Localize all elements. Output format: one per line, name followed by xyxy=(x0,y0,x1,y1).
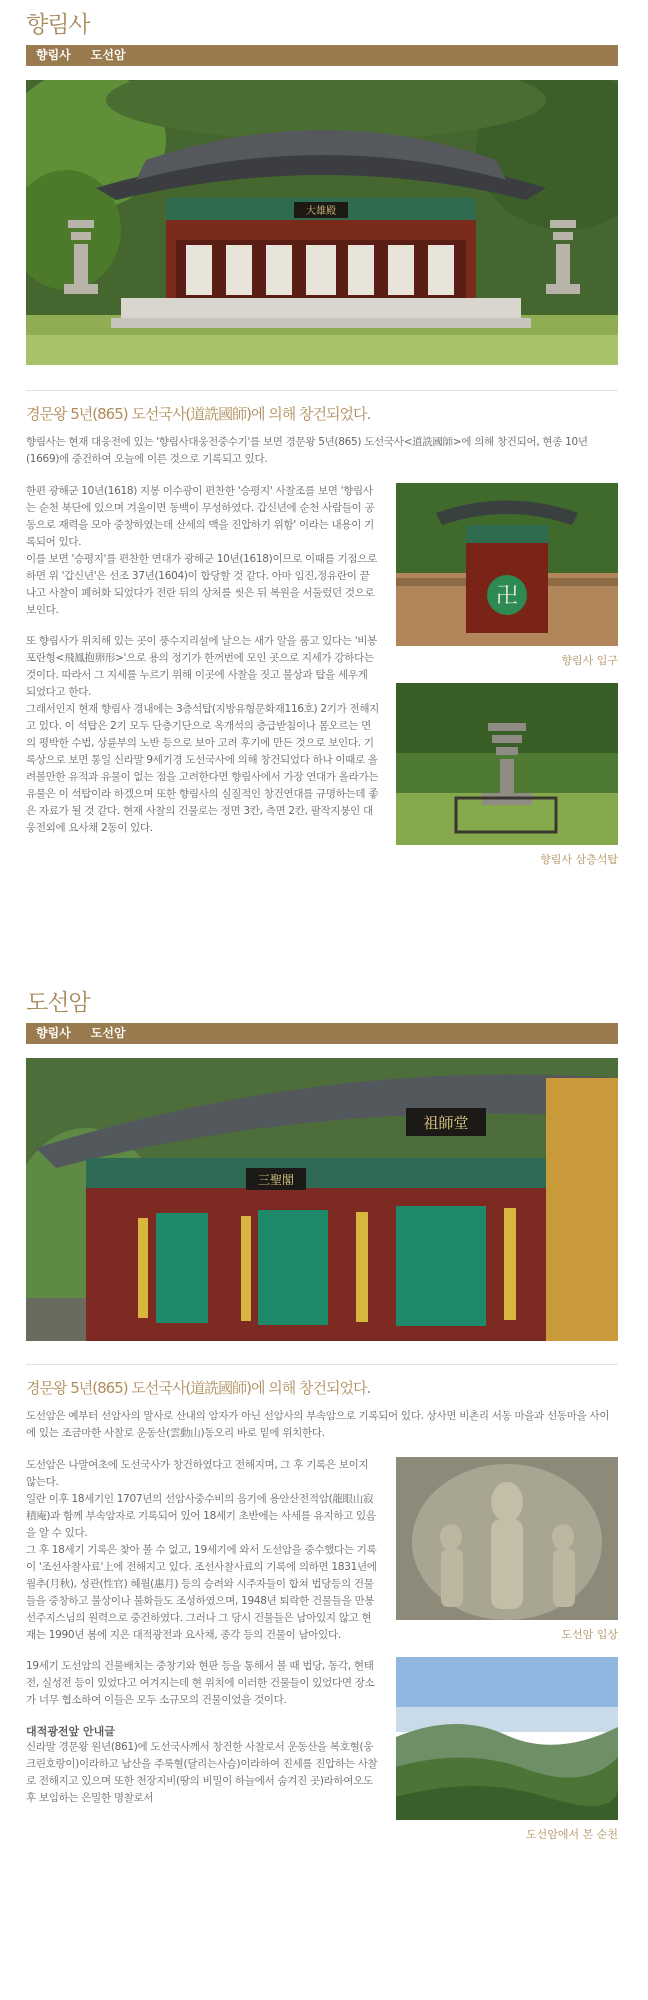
photo-caption: 도선암 입상 xyxy=(561,1628,618,1641)
body-text xyxy=(26,483,379,867)
paragraph: 19세기 도선암의 건물배치는 중창기와 현판 등을 통해서 볼 때 법당, 동각, 현태전, 실성전 등이 있었다고 여겨지는데 현 위치에 이러한 건물들이 있었다면 장소가 너무 협소하여 이들은 모두 소규모의 건물이었을 것이다. xyxy=(26,1660,375,1706)
paragraph: 한편 광해군 10년(1618) 지봉 이수광이 편찬한 '승평지' 사찰조를 보면 '향림사는 순천 북단에 있으며 겨울이면 동백이 무성하였다. 갑신년에 순천 사람들이 공동으로 재력을 모아 중창하였는데 산세의 맥을 진압하기 위함' 이라는 내용이 기록되어 있다. xyxy=(26,485,375,548)
stone-pagoda-photo xyxy=(396,683,618,845)
josadang-hall-illustration xyxy=(26,1058,618,1341)
tab-doseonam[interactable]: 도선암 xyxy=(90,1026,126,1040)
hall-signboard: 三聖閣 xyxy=(257,1173,295,1187)
photo-caption: 도선암에서 본 순천 xyxy=(525,1828,618,1841)
tab-bar xyxy=(26,45,618,66)
guide-title: 대적광전앞 안내글 xyxy=(26,1725,115,1738)
photo-column xyxy=(396,483,618,867)
paragraph: 도선암은 나말여초에 도선국사가 창건하였다고 전해지며, 그 후 기록은 보이지 않는다. xyxy=(26,1459,369,1488)
tab-hyangrimsa[interactable]: 향림사 xyxy=(36,1026,71,1040)
section-subhead: 경문왕 5년(865) 도선국사(道詵國師)에 의해 창건되었다. xyxy=(26,405,371,423)
intro-text: 향림사는 현재 대웅전에 있는 '향림사대웅전중수기'를 보면 경문왕 5년(865) 도선국사<道詵國師>에 의해 창건되어, 현종 10년(1669)에 중건하여 오늘에 이른 것으로 기록되고 있다. xyxy=(26,436,588,465)
photo-caption: 향림사 입구 xyxy=(561,654,618,667)
hall-signboard: 大雄殿 xyxy=(306,206,336,217)
hyangrimsa-section xyxy=(26,10,618,867)
page-title: 도선암 xyxy=(26,990,90,1016)
paragraph: 또 향림사가 위치해 있는 곳이 풍수지리설에 날으는 새가 알을 품고 있다는 '비봉포란형<飛鳳抱卵形>'으로 용의 정기가 한꺼번에 모인 곳으로 지세가 강하다는 것이다. 따라서 그 지세를 누르기 위해 이곳에 사찰을 짓고 불상과 탑을 세우게 되었다고 한다. xyxy=(26,635,377,698)
guide-text: 신라말 경문왕 원년(861)에 도선국사께서 창건한 사찰로서 운동산을 복호혈(웅크린호랑이)이라하고 남산을 주룩혈(달리는사슴)이라하여 진세를 진압하는 사찰로 전해지고 있으며 또한 천장지비(땅의 비밀이 하늘에서 숨겨진 곳)라하여오도후 보임하는 은밀한 명찰로서 xyxy=(26,1741,378,1804)
page-title: 향림사 xyxy=(26,12,90,38)
paragraph: 그래서인지 현재 향림사 경내에는 3층석탑(지방유형문화재116호) 2기가 전해지고 있다. 이 석탑은 2기 모두 단층기단으로 옥개석의 층급받침이나 몸오르는 면의 평박한 수법, 상륜부의 노반 등으로 보아 고려 후기에 만든 것으로 보인다. 기록상으로 보면 통일 신라말 9세기경 도선국사에 의해 창건되었다 하나 이때로 올려볼만한 유적과 유물이 없는 점을 고려한다면 향림사에서 가장 연대가 올라가는 유물은 이 석탑이라 하겠으며 또한 향림사의 실질적인 창건연대를 규명하는데 좋은 자료가 될 것 같다. 현재 사찰의 건물로는 정면 3칸, 측면 2칸, 팔작지붕인 대웅전외에 요사채 2동이 있다. xyxy=(26,703,380,834)
mountain-view-photo xyxy=(396,1657,618,1820)
tab-hyangrimsa[interactable]: 향림사 xyxy=(36,48,71,62)
main-photo-doseonam xyxy=(26,1058,618,1341)
content-columns xyxy=(26,483,618,867)
manji-gate-photo xyxy=(396,483,618,646)
photo-column xyxy=(396,1457,618,1842)
daeungjeon-hall-illustration xyxy=(26,80,618,365)
main-photo-hyangrimsa xyxy=(26,80,618,365)
svg-text:卍: 卍 xyxy=(495,584,519,609)
photo-caption: 향림사 삼층석탑 xyxy=(540,853,618,866)
tab-doseonam[interactable]: 도선암 xyxy=(90,48,126,62)
doseonam-section xyxy=(26,988,618,1842)
tab-bar xyxy=(26,1023,618,1044)
section-subhead: 경문왕 5년(865) 도선국사(道詵國師)에 의해 창건되었다. xyxy=(26,1379,371,1397)
paragraph: 일란 이후 18세기인 1707년의 선암사중수비의 음기에 용안산전적암(龍眼山寂積庵)과 함께 부속암자로 기록되어 있어 18세기 초반에는 사세를 유지하고 있음을 알 수 있다. xyxy=(26,1493,376,1539)
divider xyxy=(26,1364,618,1365)
content-columns xyxy=(26,1457,618,1842)
hall-signboard: 祖師堂 xyxy=(423,1114,469,1132)
divider xyxy=(26,390,618,391)
body-text xyxy=(26,1457,379,1842)
intro-text: 도선암은 예부터 선암사의 말사로 산내의 암자가 아닌 선암사의 부속암으로 기록되어 있다. 상사면 비촌리 서동 마을과 선동마을 사이에 있는 조금마한 사찰로 운동산(雲動山)동오리 바로 밑에 위치한다. xyxy=(26,1410,610,1439)
paragraph: 그 후 18세기 기록은 찾아 볼 수 없고, 19세기에 와서 도선암을 중수했다는 기록이 '조선사찰사료'上에 전해지고 있다. 조선사찰사료의 기록에 의하면 1831년에 월추(月秋), 성관(性官) 혜월(惠月) 등의 승려와 시주자들이 합쳐 법당등의 건물들을 중창하고 불상이나 불화들도 조성하였으며, 1948년 퇴락한 건물들을 만봉선주지스님의 원력으로 중건하였다. 그러나 그 당시 건물들은 남아있지 않고 현재는 1990년 봄에 지은 대적광전과 요사채, 종각 등의 건물이 남아있다. xyxy=(26,1544,377,1641)
stone-buddha-relief-photo xyxy=(396,1457,618,1620)
paragraph: 이를 보면 '승평지'를 편찬한 연대가 광해군 10년(1618)이므로 이때를 기점으로 하면 위 '갑신년'은 선조 37년(1604)이 합당할 것 같다. 아마 임진,정유란이 끝나고 사찰이 폐허화 되었다가 전란 뒤의 상처를 씻은 뒤 복원을 서둘렀던 것으로 보인다. xyxy=(26,553,377,616)
